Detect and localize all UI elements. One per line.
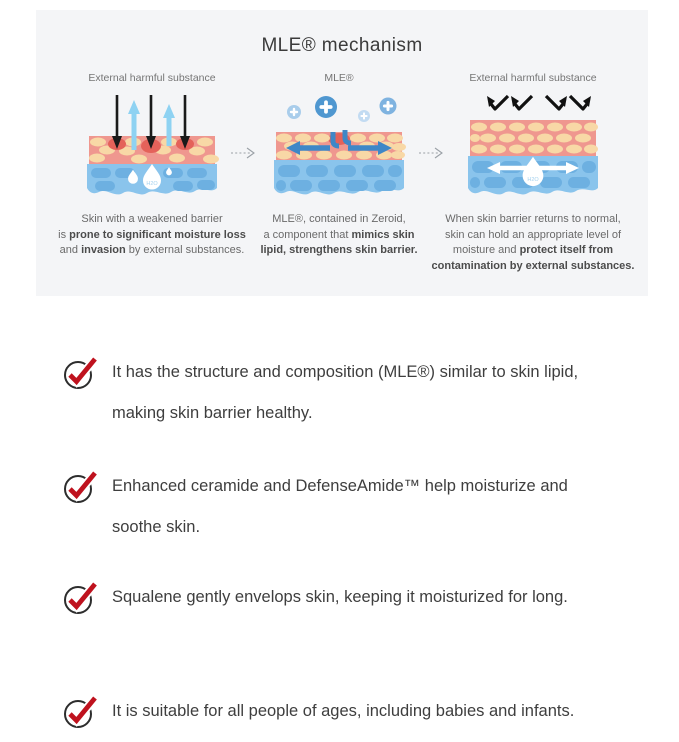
benefit-text: Squalene gently envelops skin, keeping it moisturized for long. — [112, 588, 568, 606]
check-circle-icon — [62, 693, 100, 731]
step-label: External harmful substance — [88, 72, 216, 84]
benefit-item — [62, 577, 568, 618]
mechanism-panel — [36, 10, 648, 296]
h2o-label: H2O — [146, 181, 158, 187]
benefit-item — [62, 691, 574, 732]
benefit-text: It is suitable for all people of ages, including babies and infants. — [112, 702, 575, 720]
check-circle-icon — [62, 579, 100, 617]
step-mle-repair — [258, 72, 420, 259]
panel-title: MLE® mechanism — [261, 35, 423, 56]
benefit-text: It has the structure and composition (MLE®) similar to skin lipid, making skin barrier healthy. — [112, 363, 579, 422]
check-circle-icon — [62, 468, 100, 506]
deflect-arrow-icon — [487, 96, 591, 109]
step-label: External harmful substance — [469, 72, 597, 84]
arrow-right-dashed-icon — [230, 146, 260, 160]
benefit-item — [62, 352, 578, 434]
benefit-item — [62, 466, 568, 548]
step-caption: Skin with a weakened barrier is prone to significant moisture loss and invasion by external substances. — [58, 213, 246, 256]
step-label: MLE® — [324, 72, 354, 84]
benefit-text: Enhanced ceramide and DefenseAmide™ help moisturize and soothe skin. — [112, 477, 568, 536]
check-circle-icon — [62, 354, 100, 392]
h2o-label: H2O — [527, 177, 539, 183]
healthy-skin-diagram — [458, 92, 608, 204]
step-normal-barrier — [428, 72, 638, 274]
step-caption: When skin barrier returns to normal, skin can hold an appropriate level of moisture and protect itself from contamination by external substances. — [431, 213, 635, 272]
mle-particle-icon — [287, 96, 397, 122]
step-caption: MLE®, contained in Zeroid, a component that mimics skin lipid, strengthens skin barrier. — [260, 213, 418, 256]
mle-skin-diagram — [264, 92, 414, 204]
step-weakened-barrier — [54, 72, 250, 259]
weakened-skin-diagram — [77, 92, 227, 204]
